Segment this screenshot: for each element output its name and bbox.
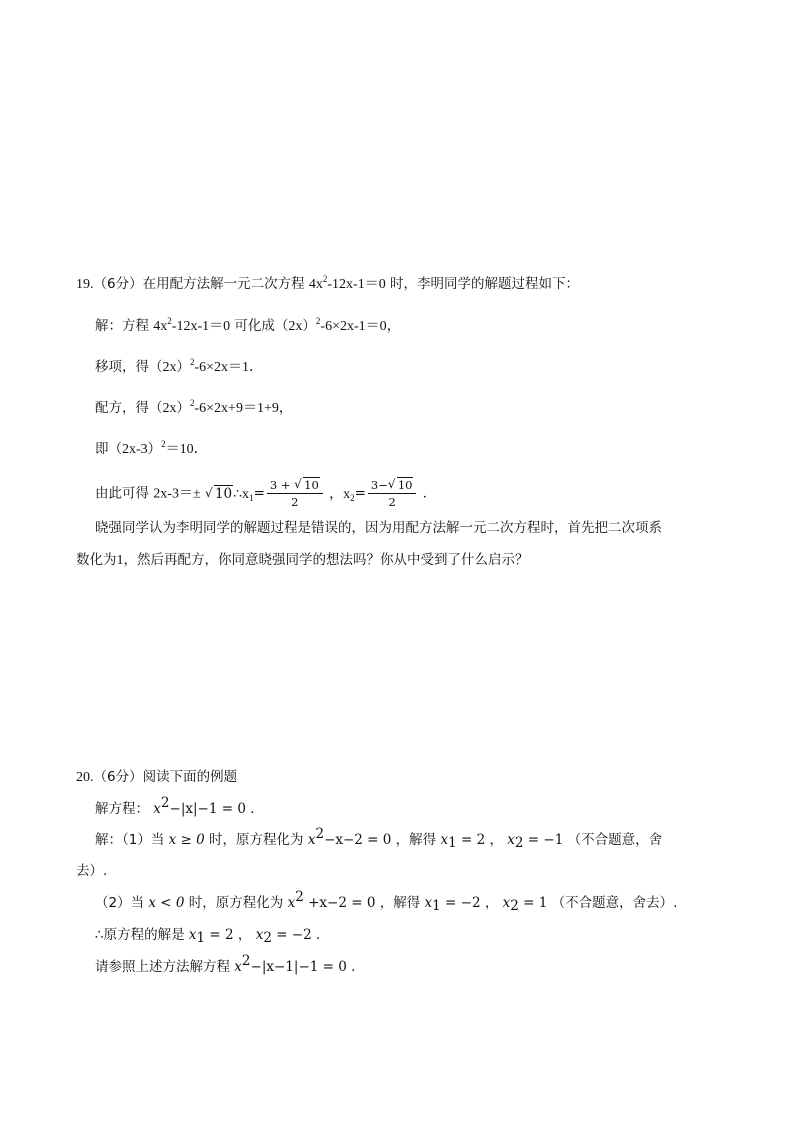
q19-stem-text: 在用配方法解一元二次方程	[142, 276, 305, 292]
fraction-x2: 3− √ 10 2	[368, 478, 417, 509]
q19-stem-tail: 时，李明同学的解题过程如下：	[390, 276, 580, 292]
q19-paragraph-line1: 晓强同学认为李明同学的解题过程是错误的，因为用配方法解一元二次方程时，首先把二次项系	[95, 520, 662, 536]
q20-stem	[76, 767, 237, 788]
q20-case1: 解：（1）当 x ≥ 0 时，原方程化为 $x^2-x-2 = 0$ ，解得 $x_1 = 2$ ， $x_2 = -1$ （不合题意，舍	[95, 826, 663, 851]
q20-case2: （2）当 x < 0 时，原方程化为 $x^2 +x-2 = 0$ ，解得 $x_1 = -2$ ， $x_2 = 1$ （不合题意，舍去）.	[95, 889, 678, 914]
q19-step3: 配方，得$(2x)^2-6\times 2x+9=1+9$，	[95, 398, 293, 416]
q20-example-equation: 解方程： $x^2-|x|-1 = 0$ ．	[95, 795, 264, 817]
q20-score: （6分）	[93, 769, 143, 785]
q20-title: 阅读下面的例题	[142, 769, 238, 785]
q19-step1: 解：方程 $4x^2-12x-1=0$ 可化成$(2x)^2-6\times 2x-1=0$，	[95, 316, 401, 334]
q19-stem-equation: $4x^2-12x-1=0$	[308, 274, 386, 292]
q19-stem	[76, 274, 579, 295]
q20-conclusion: ∴原方程的解是 $x_1 = 2$ ， $x_2 = -2$ ．	[95, 927, 330, 946]
q19-step4: 即$(2x-3)^2=10$．	[95, 439, 208, 457]
q19-paragraph-line2: 数化为1，然后再配方，你同意晓强同学的想法吗？你从中受到了什么启示？	[76, 552, 529, 568]
fraction-x1: 3 + √ 10 2	[267, 478, 323, 509]
q19-step5: 由此可得 2x-3＝± √ $10\therefore x_1=$ 3 + √ 10 2 ，$x_2=$ 3− √ 10 2 ．	[95, 477, 437, 509]
q20-number: 20.	[76, 770, 94, 785]
q20-case1-continued: 去）.	[76, 863, 108, 879]
q19-step2: 移项，得$(2x)^2-6\times 2x=1$．	[95, 357, 264, 375]
q20-task: 请参照上述方法解方程 $x^2-|x-1|-1 = 0$ ．	[95, 953, 365, 975]
sqrt-10: √ 10	[204, 485, 233, 502]
q19-number: 19.	[76, 277, 94, 292]
q19-score: （6分）	[93, 276, 143, 292]
